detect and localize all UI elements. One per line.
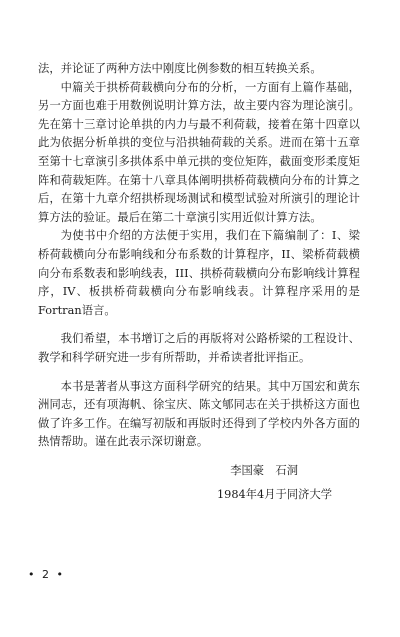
author-signature: 李国豪 石洞 xyxy=(230,464,298,477)
paragraph-middle-part: 中篇关于拱桥荷载横向分布的分析，一方面有上篇作基础，另一方面也难于用数例说明计算方法，故主要内容为理论演引。先在第十三章讨论单拱的内力与最不利荷载，接着在第十四章以此为依据分析单拱的变位与沿拱轴荷载的关系。进而在第十五章至第十七章演引多拱体系中单元拱的变位矩阵，截面变形柔度矩阵和荷载矩阵。在第十八章具体阐明拱桥荷载横向分布的计算之后，在第十九章介绍拱桥现场测试和模型试验对所演引的理论计算方法的验证。最后在第二十章演引实用近似计算方法。 xyxy=(38,80,360,224)
paragraph-hope: 我们希望，本书增订之后的再版将对公路桥梁的工程设计、教学和科学研究进一步有所帮助，并希读者批评指正。 xyxy=(38,332,360,364)
preface-body xyxy=(38,60,360,452)
paragraph-programs: 为使书中介绍的方法便于实用，我们在下篇编制了：I、梁桥荷载横向分布影响线和分布系数的计算程序，II、梁桥荷载横向分布系数表和影响线表，III、拱桥荷载横向分布影响线计算程序，IV、板拱桥荷载横向分布影响线表。计算程序采用的是Fortran语言。 xyxy=(38,229,360,317)
signature-date-place: 1984年4月于同济大学 xyxy=(216,488,332,501)
paragraph-continuation: 法，并论证了两种方法中刚度比例参数的相互转换关系。 xyxy=(38,62,322,75)
page-number: • 2 • xyxy=(28,568,65,581)
paragraph-acknowledgements: 本书是著者从事这方面科学研究的结果。其中万国宏和黄东洲同志，还有项海帆、徐宝庆、陈文郇同志在关于拱桥这方面也做了许多工作。在编写初版和再版时还得到了学校内外各方面的热情帮助。谨在此表示深切谢意。 xyxy=(38,379,360,449)
